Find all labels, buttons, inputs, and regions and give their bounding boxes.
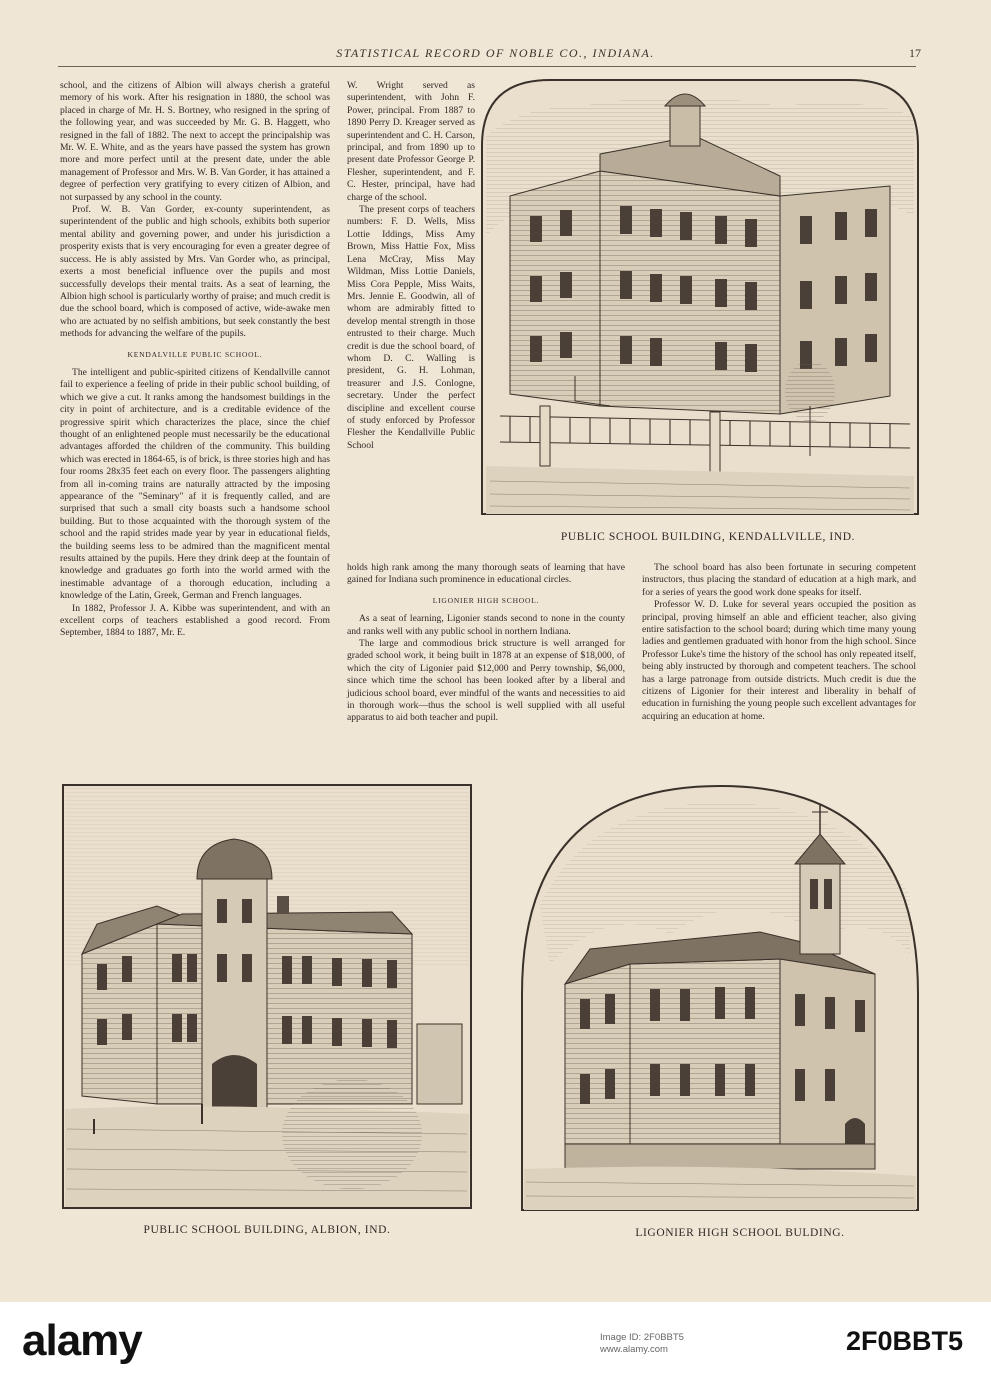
caption-albion: PUBLIC SCHOOL BUILDING, ALBION, IND.: [143, 1224, 391, 1236]
section-heading-kendallville: KENDALVILLE PUBLIC SCHOOL.: [127, 349, 263, 359]
text-column-2-upper: [347, 80, 475, 452]
paragraph: holds high rank among the many thorough seats of learning that have gained for Indiana such prominence in educational circles.: [347, 562, 625, 586]
header-rule: [58, 66, 916, 67]
watermark-image-id: 2F0BBT5: [845, 1326, 963, 1356]
paragraph: The large and commodious brick structure is well arranged for graded school work, it being built in 1878 at an expense of $18,000, of which the city of Ligonier paid $12,000 and Perry township, $6,000, since which time the school has been looked after by a liberal and judicious school board, ever mindful of the wants and necessities to aid in thorough work—thus the school is well supplied with all useful apparatus to aid both teacher and pupil.: [347, 638, 625, 724]
watermark-image-id-line: Image ID: 2F0BBT5: [600, 1332, 684, 1343]
paragraph: The intelligent and public-spirited citizens of Kendallville cannot fail to experience a feeling of pride in their public school building, of which we give a cut. It ranks among the handsomest buildings in the city in point of architecture, and is a creditable evidence of the progressive spirit which characterizes the place, since the chief thought of an enlightened people must necessarily be the educational advantages afforded the children of the community. This building which was erected in 1864-65, is of brick, is three stories high and has four rooms 28x35 feet each on every floor. The passengers alighting from all in-coming trains are naturally attracted by the imposing appearance of the "Seminary" af it is frequently called, and are surprised that such a small city boasts such a handsome school building. But to those acquainted with the thorough system of the school and the rapid strides made year by year in educational fields, the building seems less to be admired than the magnificent mental results attained by the pupils. Here they drink deep at the fountain of knowledge and graduates go forth into the world armed with the inestimable advantage of a thorough education, including a knowledge of the Latin, Greek, German and French languages.: [60, 366, 330, 602]
paragraph: school, and the citizens of Albion will always cherish a grateful memory of his work. After his resignation in 1880, the school was placed in charge of Mr. H. S. Bortney, who resigned in the spring of the following year, and was succeeded by Mr. G. B. Haggett, who resigned in the fall of 1882. The next to accept the principalship was Mr. W. E. White, and as the years have passed the system has grown more and more perfect until at the present date, under the able management of Professor and Mrs. W. B. Van Gorder, it has attained a degree of perfection very gratifying to every citizen of Albion, and not surpassed by any school in the county.: [60, 80, 330, 203]
section-heading-ligonier: LIGONIER HIGH SCHOOL.: [432, 595, 540, 605]
paragraph: As a seat of learning, Ligonier stands second to none in the county and ranks well with any public school in northern Indiana.: [347, 613, 625, 637]
text-column-3: [642, 562, 916, 723]
watermark-logo: alamy: [22, 1316, 142, 1365]
running-title: STATISTICAL RECORD OF NOBLE CO., INDIANA.: [336, 46, 655, 60]
watermark-bar: [0, 1302, 991, 1390]
paragraph: The school board has also been fortunate in securing competent instructors, thus placing the standard of education at a high mark, and for a series of years the good work done speaks for itself.: [642, 562, 916, 598]
paragraph: In 1882, Professor J. A. Kibbe was superintendent, and with an excellent corps of teachers established a good record. From September, 1884 to 1887, Mr. E.: [60, 602, 330, 639]
caption-ligonier: LIGONIER HIGH SCHOOL BULDING.: [635, 1227, 845, 1239]
paragraph: The present corps of teachers numbers: F. D. Wells, Miss Lottie Iddings, Miss Amy Brown, Miss Hattie Fox, Miss Lena McCray, Miss May Wildman, Miss Lottie Daniels, Miss Cora Pepple, Miss Waits, Mrs. Jennie E. Goodwin, all of whom are admirably fitted to develop mental strength in those entrusted to their charge. Much credit is due the school board, of whom D. C. Walling is president, G. H. Lohman, treasurer and J.S. Conlogne, secretary. Under the perfect discipline and excellent course of study enforced by Professor Flesher the Kendallville Public School: [347, 204, 475, 451]
watermark-url: www.alamy.com: [600, 1344, 668, 1355]
caption-kendallville: PUBLIC SCHOOL BUILDING, KENDALLVILLE, IND.: [560, 531, 856, 543]
running-header: [0, 46, 991, 61]
paragraph: Prof. W. B. Van Gorder, ex-county superintendent, as superintendent of the public and high schools, exhibits both superior mental ability and governing power, and under his jurisdiction a prosperity exists that is very encouraging for even a greater degree of success. He is ably assisted by Mrs. Van Gorder who, as principal, exerts a most beneficial influence over the pupils and most successfully develops their mental traits. As a seat of learning, the Albion high school is particularly worthy of praise; and much credit is due the school board, which is composed of active, wide-awake men who are actuated by no selfish ambitions, but seek constantly the best methods for advancing the welfare of the pupils.: [60, 204, 330, 340]
engraving-kendallville-school: [480, 76, 920, 516]
text-column-2-lower: [347, 562, 625, 725]
engraving-albion-school: [62, 784, 472, 1209]
page-number: 17: [909, 46, 921, 60]
engraving-ligonier-school: [520, 784, 920, 1212]
text-column-1: [60, 80, 330, 640]
paragraph: W. Wright served as superintendent, with John F. Power, principal. From 1887 to 1890 Perry D. Kreager served as superintendent and C. H. Carson, principal, and from 1890 up to present date Professor George P. Flesher, superintendent, and F. C. Hester, principal, have had charge of the school.: [347, 80, 475, 203]
watermark-details: [600, 1332, 684, 1356]
paragraph: Professor W. D. Luke for several years occupied the position as principal, proving himself an able and efficient teacher, also giving entire satisfaction to the school board; during which time many young ladies and gentlemen graduated with honor from the high school. Since Professor Luke's time the history of the school has only repeated itself, being ably instructed by thorough and competent teachers. The school has a large patronage from outside districts. Much credit is due the citizens of Ligonier for their interest and liberality in behalf of education in furnishing the young people such excellent advantages for acquiring an education at home.: [642, 599, 916, 722]
